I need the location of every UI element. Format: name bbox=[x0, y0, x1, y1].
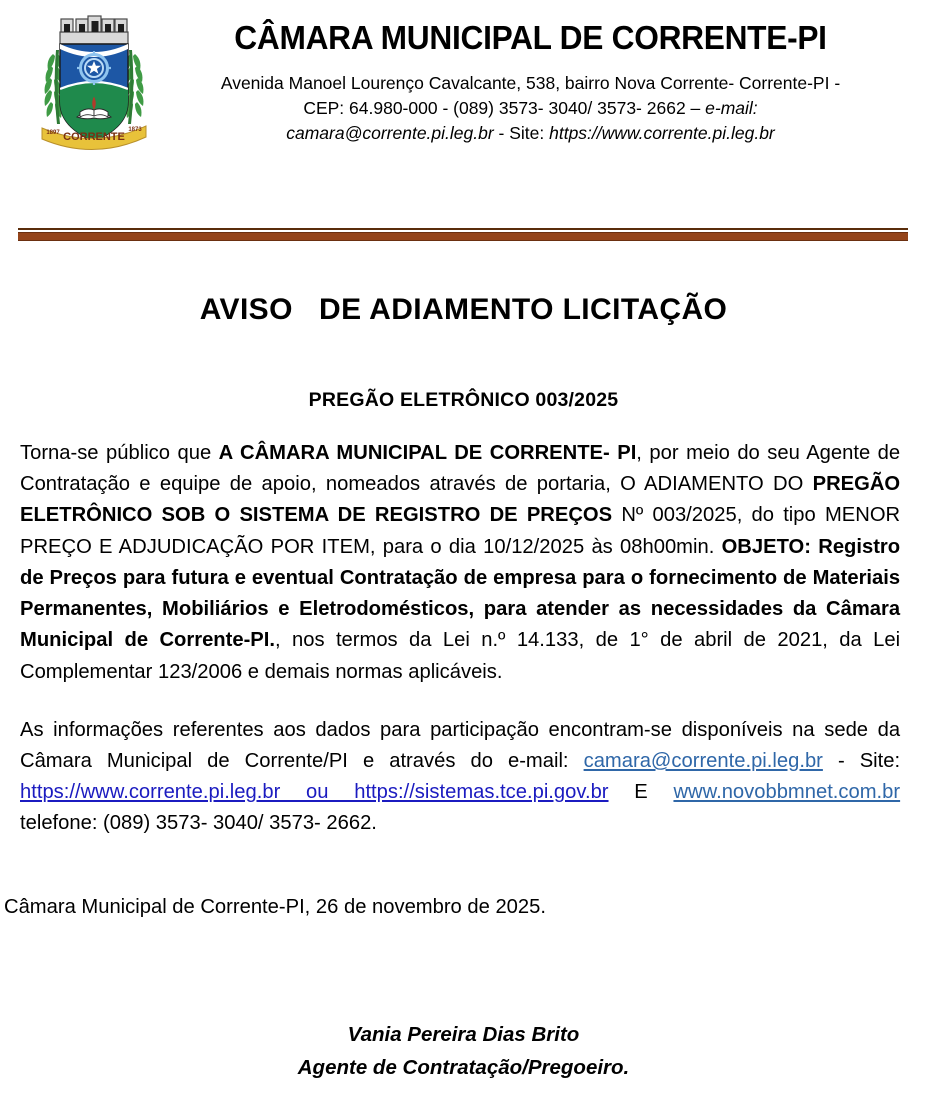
document-subtitle: PREGÃO ELETRÔNICO 003/2025 bbox=[308, 389, 619, 411]
mural-crown-icon bbox=[60, 16, 128, 44]
header-text-block bbox=[158, 6, 909, 145]
p2-seg-1: As informações referentes aos dados para participação encontram-se disponíveis na sede da Câmara Municipal de Corrente/PI e através do e-mail: bbox=[20, 718, 901, 772]
closing-line: Câmara Municipal de Corrente-PI, 26 de novembro de 2025. bbox=[4, 895, 546, 918]
header-email: camara@corrente.pi.leg.br bbox=[286, 122, 494, 143]
signer-role: Agente de Contratação/Pregoeiro. bbox=[297, 1056, 630, 1080]
ribbon-year-left: 1897 bbox=[46, 130, 60, 136]
site-link-bbmnet[interactable]: www.novobbmnet.com.br bbox=[673, 781, 901, 804]
document-body bbox=[0, 241, 927, 1084]
p2-seg-2: - Site: bbox=[822, 749, 901, 772]
document-header bbox=[0, 0, 927, 172]
brasao-wrap bbox=[30, 6, 158, 162]
paragraph-one bbox=[20, 438, 900, 688]
header-site-label: - Site: bbox=[493, 122, 550, 143]
p2-seg-3: E bbox=[608, 781, 674, 804]
coat-of-arms-icon bbox=[36, 10, 152, 162]
paragraph-two bbox=[20, 715, 900, 840]
page-title: AVISO DE ADIAMENTO LICITAÇÃO bbox=[199, 293, 728, 326]
address-line-2: CEP: 64.980-000 - (089) 3573- 3040/ 3573- 2662 – bbox=[303, 97, 706, 118]
email-link[interactable]: camara@corrente.pi.leg.br bbox=[583, 749, 823, 772]
address-line-1: Avenida Manoel Lourenço Cavalcante, 538, bairro Nova Corrente- Corrente-PI - bbox=[220, 72, 841, 93]
header-address bbox=[158, 71, 903, 146]
ribbon-year-right: 1873 bbox=[128, 127, 142, 133]
signature-block bbox=[0, 1018, 927, 1084]
p1-bold-1: A CÂMARA MUNICIPAL DE CORRENTE- PI bbox=[218, 442, 637, 464]
ribbon-motto-text: CORRENTE bbox=[63, 131, 125, 143]
p1-seg-3: Nº 003/2025, do tipo MENOR PREÇO E ADJUDICAÇÃO POR ITEM, para o dia 10/12/2025 às 08h00min. bbox=[20, 504, 901, 558]
signer-name: Vania Pereira Dias Brito bbox=[347, 1022, 580, 1046]
p1-seg-2: , por meio do seu Agente de Contratação e equipe de apoio, nomeados através de portaria, O ADIAMENTO DO bbox=[20, 442, 901, 496]
site-links-primary[interactable]: https://www.corrente.pi.leg.br ou https://sistemas.tce.pi.gov.br bbox=[20, 781, 609, 804]
organization-title: CÂMARA MUNICIPAL DE CORRENTE-PI bbox=[234, 19, 827, 56]
header-site: https://www.corrente.pi.leg.br bbox=[549, 122, 775, 143]
p1-seg-4: , nos termos da Lei n.º 14.133, de 1° de abril de 2021, da Lei Complementar 123/2006 e demais normas aplicáveis. bbox=[20, 629, 901, 683]
address-email-label: e-mail: bbox=[705, 97, 758, 118]
p1-bold-2: PREGÃO ELETRÔNICO SOB O SISTEMA DE REGISTRO DE PREÇOS bbox=[20, 473, 901, 527]
p2-seg-4: telefone: (089) 3573- 3040/ 3573- 2662. bbox=[20, 812, 377, 835]
p1-bold-3: OBJETO: Registro de Preços para futura e eventual Contratação de empresa para o fornecimento de Materiais Permanentes, Mobiliários e Eletrodomésticos, para atender as necessidades da Câmara Municipal de Corrente-PI. bbox=[20, 535, 901, 652]
header-divider-rule bbox=[18, 228, 908, 241]
divider-thick-bar bbox=[18, 232, 908, 241]
p1-seg-1: Torna-se público que bbox=[20, 442, 219, 464]
